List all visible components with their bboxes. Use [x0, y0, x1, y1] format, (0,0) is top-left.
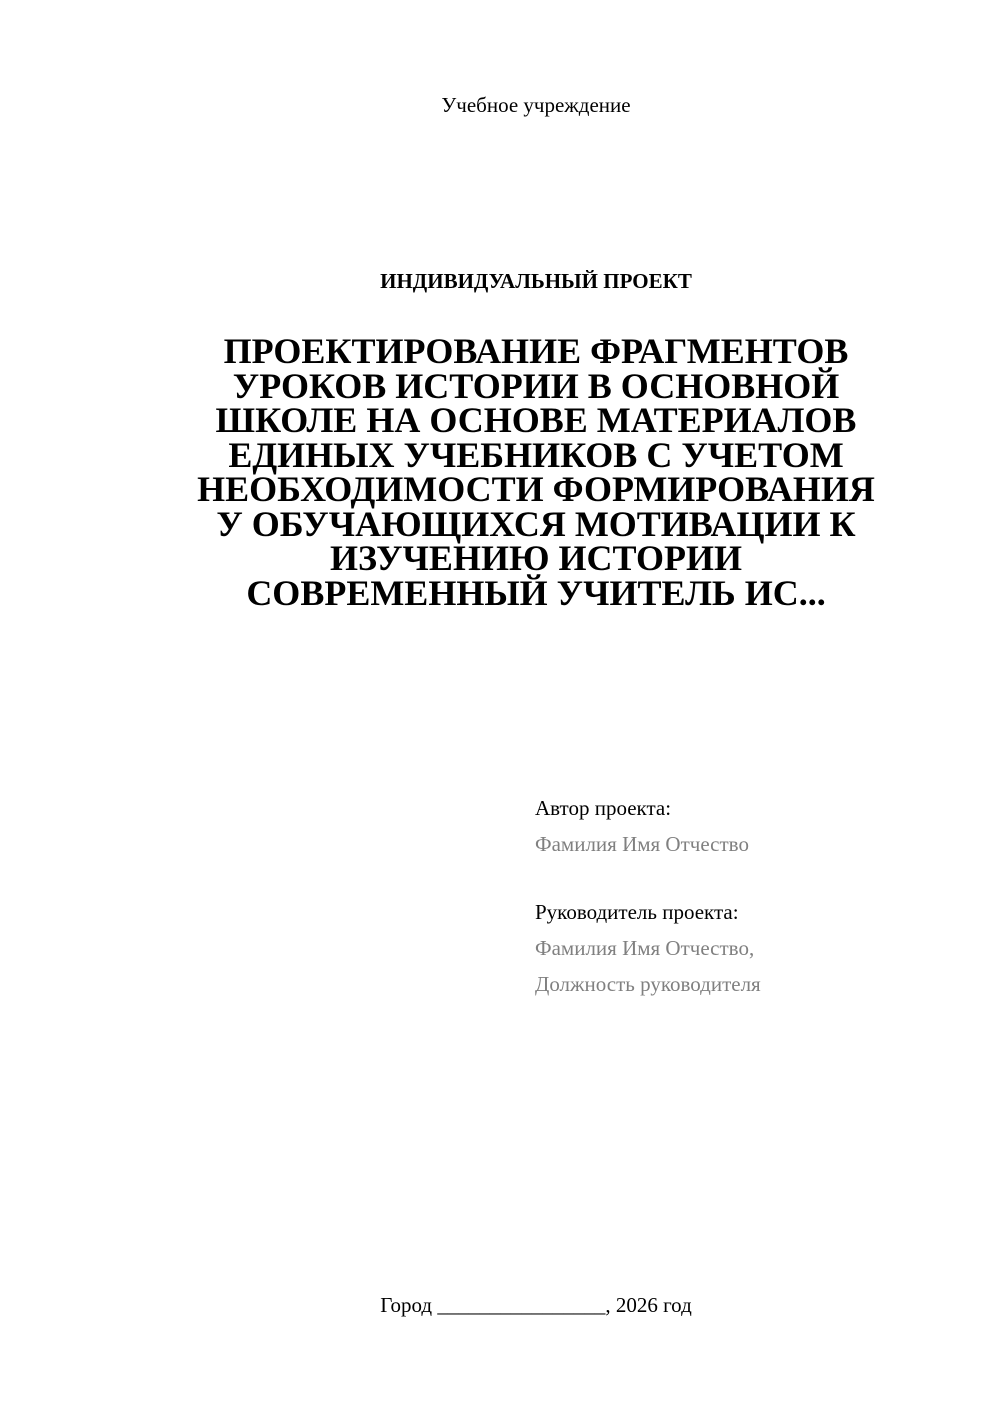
supervisor-block [535, 894, 761, 1002]
title-line: НЕОБХОДИМОСТИ ФОРМИРОВАНИЯ [197, 469, 875, 509]
title-line: ШКОЛЕ НА ОСНОВЕ МАТЕРИАЛОВ [215, 400, 857, 440]
title-line: УРОКОВ ИСТОРИИ В ОСНОВНОЙ [232, 365, 840, 406]
title-line: ЕДИНЫХ УЧЕБНИКОВ С УЧЕТОМ [228, 434, 844, 475]
title-line: У ОБУЧАЮЩИХСЯ МОТИВАЦИИ К [216, 503, 856, 544]
author-name-placeholder: Фамилия Имя Отчество [535, 832, 749, 856]
author-label: Автор проекта: [535, 796, 672, 820]
document-type: ИНДИВИДУАЛЬНЫЙ ПРОЕКТ [380, 269, 692, 293]
institution-name: Учебное учреждение [441, 93, 631, 117]
city-year-line: Город ________________, 2026 год [380, 1293, 692, 1317]
supervisor-label: Руководитель проекта: [535, 900, 739, 924]
project-title [150, 331, 922, 613]
title-line: ПРОЕКТИРОВАНИЕ ФРАГМЕНТОВ [223, 331, 849, 371]
supervisor-position-placeholder: Должность руководителя [535, 972, 761, 996]
title-line: СОВРЕМЕННЫЙ УЧИТЕЛЬ ИС... [246, 572, 826, 613]
author-block [535, 790, 749, 862]
title-line: ИЗУЧЕНИЮ ИСТОРИИ [329, 538, 743, 578]
supervisor-name-placeholder: Фамилия Имя Отчество, [535, 936, 755, 960]
